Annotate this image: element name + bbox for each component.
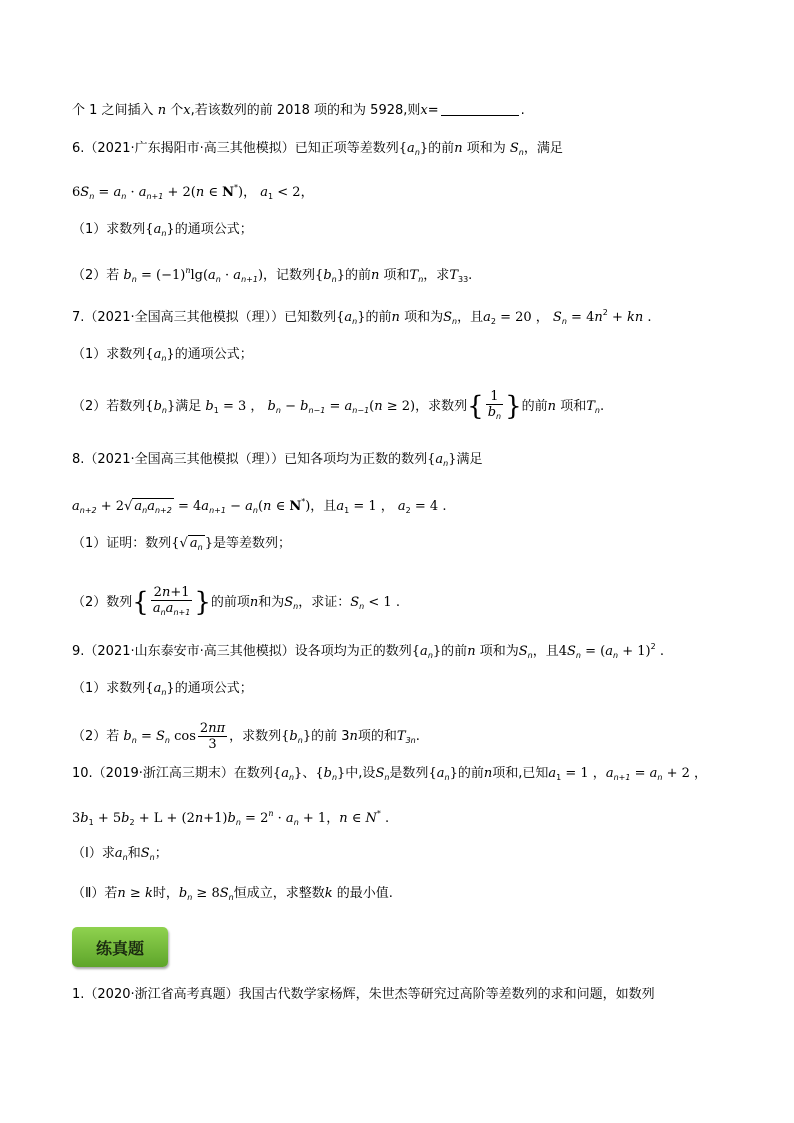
section-button-label: 练真题 xyxy=(95,938,144,958)
problem-10-q1: （Ⅰ）求$a_n$和$S_n$； xyxy=(72,846,168,862)
problem-8-stem: 8.（2021·全国高三其他模拟（理））已知各项均为正数的数列$\{a_n\}$满足 xyxy=(72,452,483,468)
problem-6-stem: 6.（2021·广东揭阳市·高三其他模拟）已知正项等差数列$\{a_n\}$的前n 项和为 $S_n$，满足 xyxy=(72,141,563,157)
problem-10-equation: $3b_1 + 5b_2 + L + (2n+1)b_n = 2^n \cdot a_n + 1$，n ∈ N* . xyxy=(72,809,390,827)
problem-6-q1: （1）求数列$\{a_n\}$的通项公式； xyxy=(72,222,253,238)
answer-blank xyxy=(441,103,519,116)
problem-10-q2: （Ⅱ）若n ≥ k时，$b_n \ge 8S_n$恒成立，求整数k 的最小值. xyxy=(72,886,393,902)
problem-6-q2: （2）若 $b_n = (-1)^n\lg(a_n \cdot a_{n+1})$，记数列$\{b_n\}$的前n 项和$T_n$，求$T_{33}$. xyxy=(72,266,473,284)
problem-6-equation: $6S_n = a_n \cdot a_{n+1} + 2(n$ ∈ N*)， $a_1 < 2$， xyxy=(72,183,314,201)
problem-9-stem: 9.（2021·山东泰安市·高三其他模拟）设各项均为正的数列$\{a_n\}$的前n 项和为$S_n$，且$4S_n = (a_n + 1)^2$ . xyxy=(72,642,664,660)
problem-7-stem: 7.（2021·全国高三其他模拟（理））已知数列$\{a_n\}$的前n 项和为$S_n$，且$a_2 = 20$ ， $S_n = 4n^2$ + kn . xyxy=(72,308,652,326)
text-line: 个 1 之间插入 n 个x,若该数列的前 2018 项的和为 5928,则x= . xyxy=(72,103,525,118)
practice-real-questions-button[interactable] xyxy=(72,927,168,967)
problem-8-q2: （2）数列{ $\frac{2n+1}{a_na_{n+1}}$ }的前项n和为$S_n$，求证：$S_n < 1$ . xyxy=(72,585,400,618)
problem-9-q2: （2）若 $b_n = S_n$ cos $\frac{2n\pi}{3}$ ，求数列$\{b_n\}$的前 3n项的和$T_{3n}$. xyxy=(72,721,420,752)
problem-8-equation: $a_{n+2} + 2√$ $a_na_{n+2} = 4a_{n+1} - a_n(n$ ∈ N*)，且$a_1 = 1$ ， $a_2 = 4$ . xyxy=(72,497,447,515)
problem-7-q2: （2）若数列$\{b_n\}$满足 $b_1 = 3$ ， $b_n - b_{n-1} = a_{n-1}(n \ge 2)$，求数列{ $\frac{1}{b_n}$ }的前n 项和$T_n$. xyxy=(72,389,605,422)
problem-9-q1: （1）求数列$\{a_n\}$的通项公式； xyxy=(72,681,253,697)
problem-7-q1: （1）求数列$\{a_n\}$的通项公式； xyxy=(72,347,253,363)
real-question-1-stem: 1.（2020·浙江省高考真题）我国古代数学家杨辉，朱世杰等研究过高阶等差数列的求和问题，如数列 xyxy=(72,987,655,1002)
problem-10-stem: 10.（2019·浙江高三期末）在数列$\{a_n\}$、$\{b_n\}$中,设$S_n$是数列$\{a_n\}$的前n项和,已知$a_1 = 1$ ，$a_{n+1} = a_n + 2$ ， xyxy=(72,766,708,782)
problem-8-q1: （1）证明：数列{√ $a_n$ }是等差数列； xyxy=(72,536,291,552)
